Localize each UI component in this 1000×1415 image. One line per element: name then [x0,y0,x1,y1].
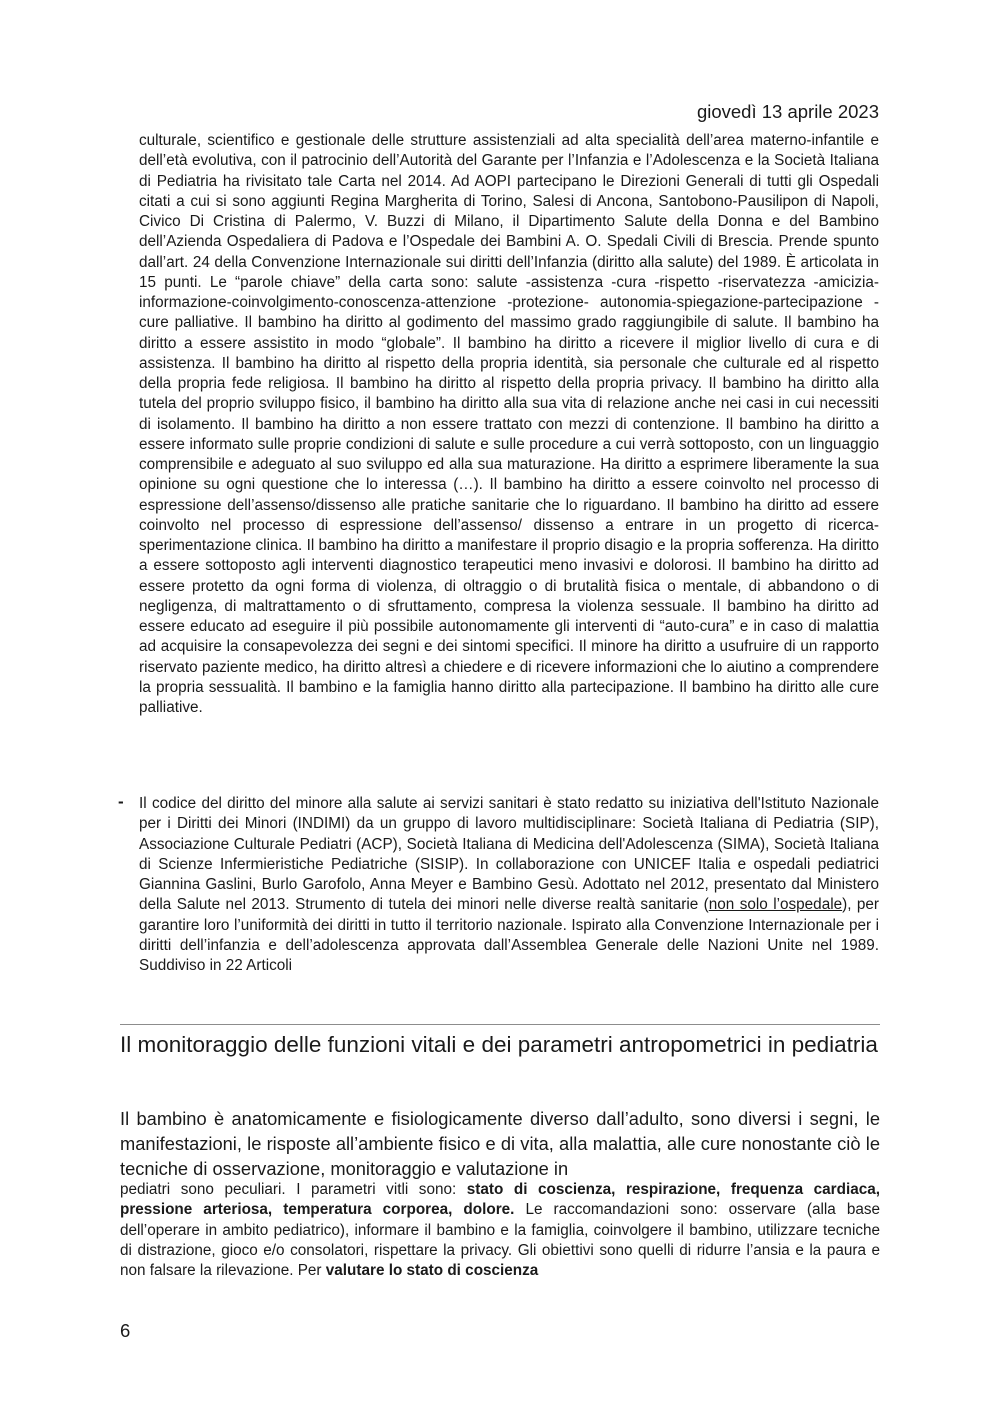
page-header-date: giovedì 13 aprile 2023 [696,101,879,122]
list-item-text-part: Il codice del diritto del minore alla salute ai servizi sanitari è stato redatto su iniziativa dell'Istituto Nazionale per i Diritti dei Minori (INDIMI) da un gruppo di lavoro multidisciplinare: Società Italiana di Pediatria (SIP), Associazione Culturale Pediatri (ACP), Società Italiana di Medicina dell'Adolescenza (SIMA), Società Italiana di Scienze Infermieristiche Pediatriche (SISIP). In collaborazione con UNICEF Italia e ospedali pediatrici Giannina Gaslini, Burlo Garofolo, Anna Meyer e Bambino Gesù. Adottato nel 2012, presentato dal Ministero della Salute nel 2013. Strumento di tutela dei minori nelle diverse realtà sanitarie ( [139,795,879,914]
underlined-text: non solo l’ospedale [708,896,843,914]
section-intro-paragraph: Il bambino è anatomicamente e fisiologicamente diverso dall’adulto, sono diversi i segni, le manifestazioni, le risposte all’ambiente fisico e di vita, alla malattia, alle cure nonostante ciò le tecniche di osservazione, monitoraggio e valutazione in [120,1108,880,1179]
bold-text: stato di coscienza, respirazione, frequenza cardiaca, pressione arteriosa, temperatura corporea, dolore. [120,1181,880,1219]
list-bullet: - [118,792,124,811]
body-text: pediatri sono peculiari. I parametri vitli sono: [120,1181,467,1198]
page-number: 6 [120,1320,131,1341]
list-item-text [139,794,879,976]
section-body-paragraph [120,1180,880,1281]
list-item-text-part: ), per garantire loro l’uniformità dei diritti in tutto il territorio nazionale. Ispirato alla Convenzione Internazionale per i diritti dell’infanzia e dell’adolescenza approvata dall’Assemblea Generale delle Nazioni Unite nel 1989. Suddiviso in 22 Articoli [139,896,879,974]
body-paragraph-carta-diritti: culturale, scientifico e gestionale delle strutture assistenziali ad alta specialità dell’area materno-infantile e dell’età evolutiva, con il patrocinio dell’Autorità del Garante per l’Infanzia e l’Adolescenza e la Società Italiana di Pediatria ha rivisitato tale Carta nel 2014. Ad AOPI partecipano le Direzioni Generali di tutti gli Ospedali citati a cui si sono aggiunti Regina Margherita di Torino, Salesi di Ancona, Santobono-Pausilipon di Napoli, Civico Di Cristina di Palermo, V. Buzzi di Milano, il Dipartimento Salute della Donna e del Bambino dell’Azienda Ospedaliera di Padova e l’Ospedale dei Bambini A. O. Spedali Civili di Brescia. Prende spunto dall’art. 24 della Convenzione Internazionale sui diritti dell’Infanzia (diritto alla salute) del 1989. È articolata in 15 punti. Le “parole chiave” della carta sono: salute -assistenza -cura -rispetto -riservatezza -amicizia- informazione-coinvolgimento-conoscenza-attenzione -protezione- autonomia-spiegazione-partecipazione - cure palliative. Il bambino ha diritto al godimento del massimo grado raggiungibile di salute. Il bambino ha diritto a essere assistito in modo “globale”. Il bambino ha diritto a ricevere il miglior livello di cura e di assistenza. Il bambino ha diritto al rispetto della propria identità, sia personale che culturale ed al rispetto della propria fede religiosa. Il bambino ha diritto al rispetto della propria privacy. Il bambino ha diritto alla tutela del proprio sviluppo fisico, il bambino ha diritto alla sua vita di relazione anche nei casi in cui necessiti di isolamento. Il bambino ha diritto a non essere trattato con mezzi di contenzione. Il bambino ha diritto a essere informato sulle proprie condizioni di salute e sulle procedure a cui verrà sottoposto, con un linguaggio comprensibile e adeguato al suo sviluppo ed alla sua maturazione. Ha diritto a esprimere liberamente la sua opinione su ogni questione che lo interessa (…). Il bambino ha diritto a essere coinvolto nel processo di espressione dell’assenso/dissenso alle pratiche sanitarie che lo riguardano. Il bambino ha diritto ad essere coinvolto nel processo di espressione dell’assenso/ dissenso a entrare in un progetto di ricerca-sperimentazione clinica. Il bambino ha diritto a manifestare il proprio disagio e la propria sofferenza. Ha diritto a essere sottoposto agli interventi diagnostico terapeutici meno invasivi e dolorosi. Il bambino ha diritto ad essere protetto da ogni forma di violenza, di oltraggio o di brutalità fisica o mentale, di abbandono o di negligenza, di maltrattamento o di sfruttamento, compresa la violenza sessuale. Il bambino ha diritto ad essere educato ad eseguire il più possibile autonomamente gli interventi di “auto-cura” e in caso di malattia ad acquisire la consapevolezza dei segni e dei sintomi specifici. Il minore ha diritto a usufruire di un rapporto riservato paziente medico, ha diritto altresì a chiedere e di ricevere informazioni che lo aiutino a comprendere la propria sessualità. Il bambino e la famiglia hanno diritto alla partecipazione. Il bambino ha diritto alle cure palliative. [139,132,879,716]
section-heading: Il monitoraggio delle funzioni vitali e dei parametri antropometrici in pediatria [120,1032,878,1057]
bold-text: valutare lo stato di coscienza [325,1262,539,1279]
body-text: Le raccomandazioni sono: osservare (alla base dell’operare in ambito pediatrico), informare il bambino e la famiglia, coinvolgere il bambino, utilizzare tecniche di distrazione, gioco e/o consolatori, rispettare la privacy. Gli obiettivi sono quelli di ridurre l’ansia e la paura e non falsare la rilevazione. Per [120,1201,880,1279]
section-divider [120,1024,880,1025]
